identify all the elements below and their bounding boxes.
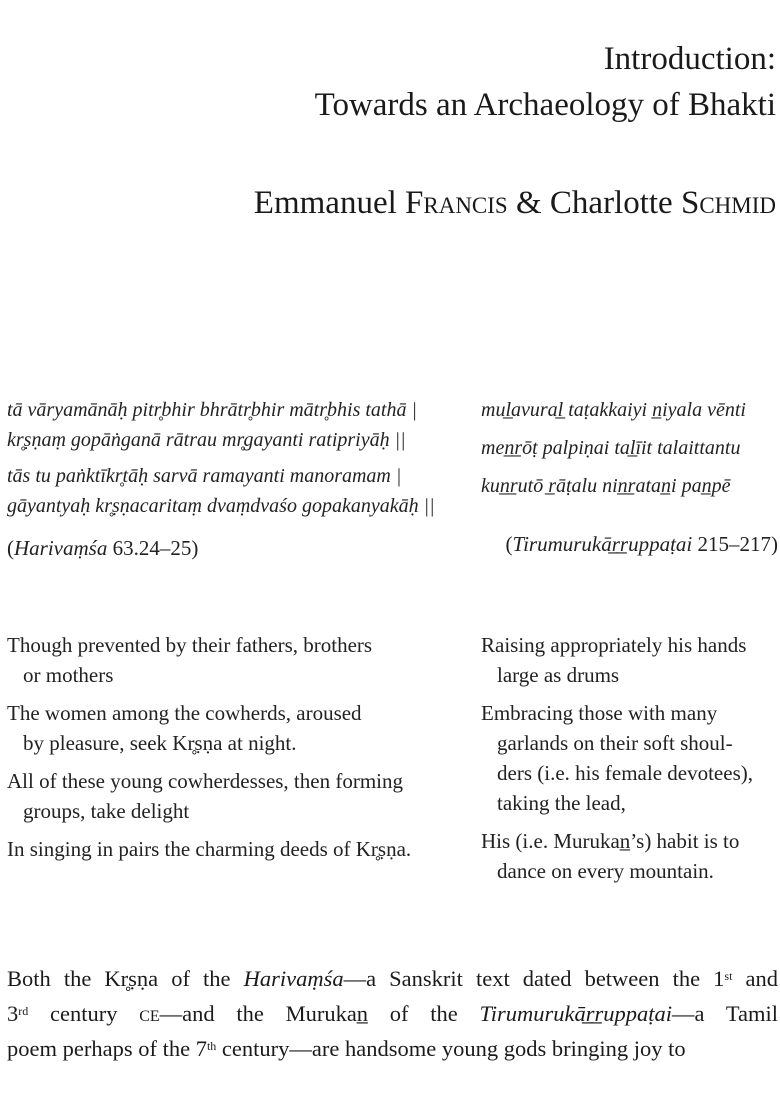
translation-line: taking the lead, [497, 791, 626, 815]
sanskrit-reference [7, 533, 469, 563]
body-text: 3 [7, 1001, 19, 1026]
body-line [7, 1031, 778, 1066]
translation-item [481, 698, 778, 818]
author2-first-name: Charlotte [549, 185, 673, 221]
body-text: —a Tamil [672, 1001, 779, 1026]
body-paragraph [7, 961, 778, 1066]
epigraph-sanskrit [7, 395, 469, 563]
translation-item [7, 766, 469, 826]
translation-line: The women among the cowherds, aroused [7, 701, 362, 725]
translation-item [7, 834, 469, 864]
translation-line: Embracing those with many [481, 701, 718, 725]
tamil-verse-line: men̲r̲ōṭ palpiṇai tal̲īit talaittantu [481, 437, 741, 459]
author1-last-name: Francis [405, 185, 508, 221]
translation-item [7, 630, 469, 690]
translation-sanskrit [7, 630, 469, 872]
translation-item [481, 826, 778, 886]
ref-loc: 215–217) [692, 532, 778, 556]
translation-line: large as drums [497, 663, 620, 687]
body-text: —and the Murukan̲ of the [159, 1001, 480, 1026]
translation-line: by pleasure, seek Kr̥ṣṇa at night. [23, 731, 297, 755]
author1-first-name: Emmanuel [253, 185, 397, 221]
body-text-italic: Harivaṃśa [243, 966, 344, 991]
translation-line: garlands on their soft shoul- [497, 731, 733, 755]
ref-loc: 63.24–25) [107, 536, 199, 560]
translation-item [7, 698, 469, 758]
translation-line: ders (i.e. his female devotees), [497, 761, 753, 785]
chapter-title-line-2: Towards an Archaeology of Bhakti [314, 87, 776, 123]
ref-open: ( [505, 532, 513, 556]
translation-line: dance on every mountain. [497, 859, 714, 883]
body-line [7, 996, 778, 1031]
translation-line: His (i.e. Murukan̲’s) habit is to [481, 829, 740, 853]
epigraph-tamil [481, 395, 778, 559]
sanskrit-verse-line: tās tu paṅktīkr̥tāḥ sarvā ramayanti manoramam | [7, 465, 402, 487]
body-text-italic: Tirumurukār̲r̲uppaṭai [479, 1001, 673, 1026]
author2-last-name: Schmid [680, 185, 776, 221]
translation-line: groups, take delight [23, 799, 190, 823]
translation-tamil [481, 630, 778, 894]
body-line [7, 961, 778, 996]
sanskrit-verse-line: tā vāryamānāḥ pitr̥bhir bhrātr̥bhir mātr̥bhis tathā | [7, 399, 417, 421]
ordinal-suffix: th [206, 1039, 217, 1053]
translation-line: Though prevented by their fathers, brothers [7, 633, 373, 657]
ref-open: ( [7, 536, 14, 560]
ref-title: Harivaṃśa [14, 536, 108, 560]
chapter-title-line-1: Introduction: [603, 41, 776, 77]
ordinal-suffix: rd [18, 1004, 29, 1018]
era-abbrev: ce [139, 1001, 160, 1026]
body-text: poem perhaps of the 7 [7, 1036, 207, 1061]
body-text: century—are handsome young gods bringing joy to [216, 1036, 686, 1061]
chapter-title [315, 36, 776, 128]
translation-line: In singing in pairs the charming deeds of Kr̥ṣṇa. [7, 837, 412, 861]
ordinal-suffix: st [724, 969, 733, 983]
sanskrit-verse-line: gāyantyaḥ kr̥ṣṇacaritaṃ dvaṃdvaśo gopakanyakāḥ || [7, 495, 435, 517]
body-text: century [28, 1001, 140, 1026]
translation-line: All of these young cowherdesses, then forming [7, 769, 403, 793]
body-text: Both the Kr̥ṣṇa of the [7, 966, 244, 991]
body-text: and [732, 966, 778, 991]
chapter-authors [254, 180, 776, 226]
author-ampersand: & [515, 185, 542, 221]
translation-item [481, 630, 778, 690]
sanskrit-verse-line: kr̥ṣṇaṃ gopāṅganā rātrau mr̥gayanti ratipriyāḥ || [7, 429, 406, 451]
tamil-reference [481, 529, 778, 559]
tamil-verse-line: mul̲avural̲ taṭakkaiyi n̲iyala vēnti [481, 399, 746, 421]
tamil-verse-line: kun̲r̲utō r̲āṭalu nin̲r̲atan̲i pan̲pē [481, 475, 731, 497]
body-text: —a Sanskrit text dated between the 1 [343, 966, 725, 991]
ref-title: Tirumurukār̲r̲uppaṭai [512, 532, 693, 556]
translation-line: or mothers [23, 663, 114, 687]
translation-line: Raising appropriately his hands [481, 633, 747, 657]
